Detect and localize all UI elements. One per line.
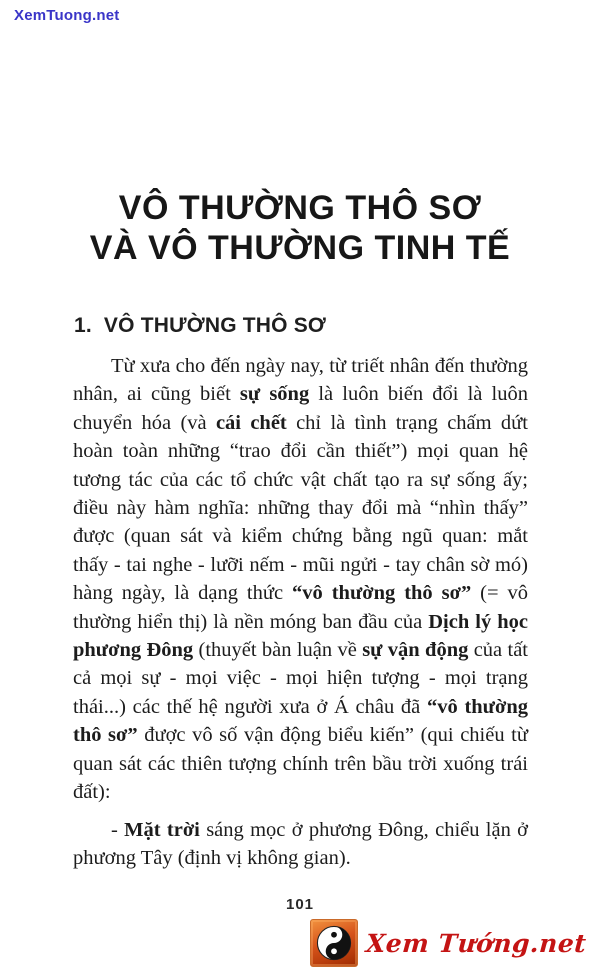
paragraph: - Mặt trời sáng mọc ở phương Đông, chiểu lặn ở phương Tây (định vị không gian). [73,818,529,869]
chapter-title-line2: VÀ VÔ THƯỜNG TINH TẾ [89,229,511,267]
section-title: VÔ THƯỜNG THÔ SƠ [103,314,327,337]
paragraph: Từ xưa cho đến ngày nay, từ triết nhân đến thường nhân, ai cũng biết sự sống là luôn biến đổi là luôn chuyển hóa (và cái chết chỉ là tình trạng chấm dứt hoàn toàn những “trao đổi cần thiết”) mọi quan hệ tương tác của các tổ chức vật chất tạo ra sự sống ấy; điều này hàm nghĩa: những thay đổi mà “nhìn thấy” được (quan sát và kiểm chứng bằng ngũ quan: mắt thấy - tai nghe - lưỡi nếm - mũi ngửi - tay chân sờ mó) hàng ngày, là dạng thức “vô thường thô sơ” (= vô thường hiển thị) là nền móng ban đầu của Dịch lý học phương Đông (thuyết bàn luận về sự vận động của tất cả mọi sự - mọi việc - mọi hiện tượng - mọi trạng thái...) các thế hệ người xưa ở Á châu đã “vô thường thô sơ” được vô số vận động biểu kiến” (qui chiếu từ quan sát các thiên tượng chính trên bầu trời xuống trái đất): [73,355,529,804]
site-link[interactable]: XemTuong.net [14,7,120,24]
chapter-title [0,188,600,268]
section-heading [74,314,526,338]
body-paragraphs [73,352,528,881]
footer-logo-text: Xem Tướng.net [364,928,588,958]
yin-yang-icon [310,919,358,967]
chapter-title-line1: VÔ THƯỜNG THÔ SƠ [118,189,482,227]
footer-logo[interactable] [310,919,586,967]
section-number: 1. [74,314,92,337]
page-number: 101 [285,896,315,913]
